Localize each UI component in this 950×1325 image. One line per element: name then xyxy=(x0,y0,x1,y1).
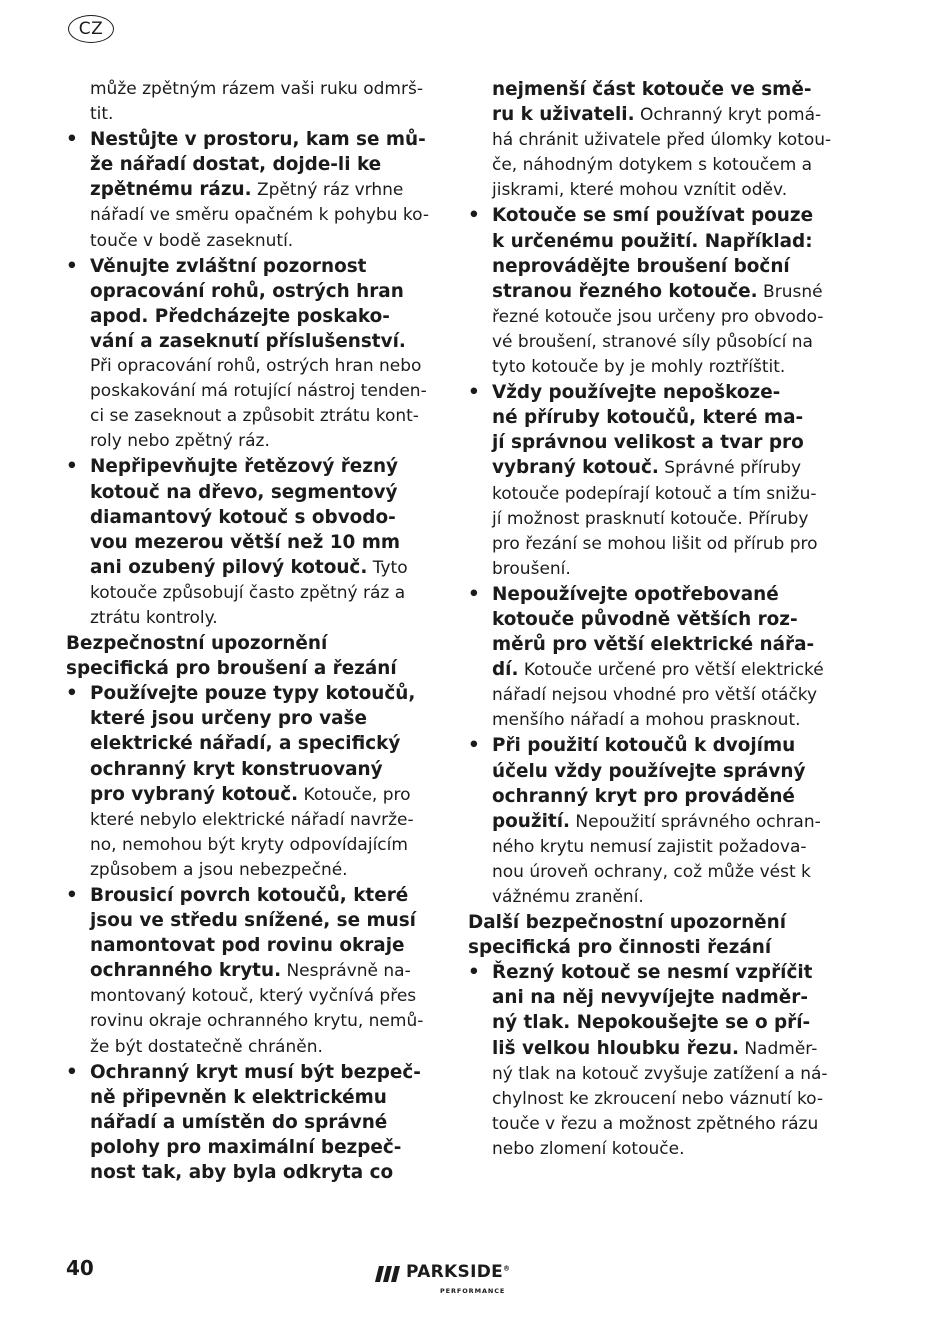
line-text: ci se zaseknout a způsobit ztrátu kont- xyxy=(90,406,419,427)
text-line xyxy=(468,759,830,784)
text-line xyxy=(468,532,830,557)
line-bold-text: ně připevněn k elektrickému xyxy=(90,1086,387,1108)
brand-slashes-icon xyxy=(374,1264,404,1284)
line-bold-text: ochranný kryt pro prováděné xyxy=(492,785,795,807)
text-line xyxy=(468,455,830,481)
line-text: nářadí nejsou vhodné pro větší otáčky xyxy=(492,685,818,706)
text-line xyxy=(66,555,428,581)
text-line xyxy=(66,606,428,631)
text-line xyxy=(66,833,428,858)
text-line xyxy=(468,128,830,153)
line-normal-text: Kotouče určené pro větší elektrické xyxy=(518,660,824,681)
line-text: kotouče způsobují často zpětný ráz a xyxy=(90,582,406,603)
text-line xyxy=(66,858,428,883)
line-bold-text: že nářadí dostat, dojde-li ke xyxy=(90,154,382,176)
line-text: vážnému zranění. xyxy=(492,887,644,907)
section-heading-line xyxy=(66,656,428,681)
line-text: roly nebo zpětný ráz. xyxy=(90,431,270,452)
page-number: 40 xyxy=(66,1256,94,1280)
text-line xyxy=(468,1062,830,1087)
text-line xyxy=(66,1135,428,1160)
text-line xyxy=(66,933,428,958)
text-line xyxy=(468,885,830,910)
line-bold-text: Řezný kotouč se nesmí vzpříčit xyxy=(492,962,813,984)
line-text: Při opracování rohů, ostrých hran nebo xyxy=(90,356,422,377)
line-bold-text: které jsou určeny pro vaše xyxy=(90,708,367,730)
text-line xyxy=(66,505,428,530)
text-line xyxy=(468,102,830,128)
line-bold-text: měrů pro větší elektrické nářa- xyxy=(492,634,815,656)
line-bold-text: nejmenší část kotouče ve smě- xyxy=(492,79,812,100)
line-bold-text: opracování rohů, ostrých hran xyxy=(90,280,404,302)
line-text: há chránit uživatele před úlomky kotou- xyxy=(492,130,832,151)
text-line xyxy=(66,480,428,505)
text-line xyxy=(468,305,830,330)
line-bold-text: vání a zaseknutí příslušenství. xyxy=(90,330,406,352)
line-bold-text: neprovádějte broušení boční xyxy=(492,255,790,277)
bullet-icon: • xyxy=(66,683,78,705)
text-line xyxy=(66,908,428,933)
text-line xyxy=(468,77,830,102)
line-bold-text: ani na něj nevyvíjejte nadměr- xyxy=(492,987,808,1009)
bullet-icon: • xyxy=(66,129,78,151)
text-line xyxy=(66,782,428,808)
language-badge xyxy=(68,15,114,43)
line-bold-text: stranou řezného kotouče. xyxy=(492,280,758,302)
line-text: chylnost ke zkroucení nebo váznutí ko- xyxy=(492,1088,824,1109)
line-normal-text: Zpětný ráz vrhne xyxy=(251,180,404,201)
text-line xyxy=(66,1035,428,1060)
bullet-icon: • xyxy=(468,735,480,757)
line-bold-text: ochranného krytu. xyxy=(90,960,282,982)
text-line xyxy=(66,1110,428,1135)
text-line xyxy=(468,708,830,733)
line-normal-text: Nepoužití správného ochran- xyxy=(569,811,821,832)
line-bold-text: nářadí a umístěn do správné xyxy=(90,1111,388,1133)
line-bold-text: Při použití kotoučů k dvojímu xyxy=(492,735,796,757)
text-line xyxy=(468,1137,830,1162)
text-line xyxy=(468,178,830,203)
text-line xyxy=(468,507,830,532)
line-bold-text: použití. xyxy=(492,810,570,832)
text-line xyxy=(468,784,830,809)
text-line xyxy=(468,1087,830,1112)
text-line xyxy=(468,1010,830,1035)
line-text: touče v bodě zaseknutí. xyxy=(90,230,294,251)
line-bold-text: ani ozubený pilový kotouč. xyxy=(90,556,368,578)
text-line xyxy=(66,1085,428,1110)
line-bold-text: Nepoužívejte opotřebované xyxy=(492,583,779,605)
bullet-item-first-line xyxy=(66,681,428,706)
line-bold-text: kotouče původně větších roz- xyxy=(492,608,798,630)
text-line xyxy=(468,632,830,657)
text-line xyxy=(468,1112,830,1137)
line-bold-text: dí. xyxy=(492,659,519,681)
line-bold-text: Vždy používejte nepoškoze- xyxy=(492,382,781,404)
right-column xyxy=(468,77,830,1162)
text-line xyxy=(66,731,428,756)
section-heading-line xyxy=(468,935,830,960)
line-bold-text: ru k uživateli. xyxy=(492,104,635,126)
text-line xyxy=(468,809,830,835)
line-text: které nebylo elektrické nářadí navrže- xyxy=(90,809,414,830)
line-bold-text: jí správnou velikost a tvar pro xyxy=(492,432,804,454)
line-text: rovinu okraje ochranného krytu, nemů- xyxy=(90,1011,424,1032)
brand-subtitle: PERFORMANCE xyxy=(440,1287,506,1295)
line-bold-text: ochranný kryt konstruovaný xyxy=(90,758,383,780)
text-line xyxy=(66,757,428,782)
bullet-icon: • xyxy=(66,1061,78,1083)
parkside-logo xyxy=(374,1262,524,1298)
text-line xyxy=(468,430,830,455)
text-line xyxy=(66,958,428,984)
text-line xyxy=(468,1036,830,1062)
text-line xyxy=(66,102,428,127)
text-line xyxy=(66,329,428,354)
text-line xyxy=(468,657,830,683)
text-line xyxy=(468,985,830,1010)
line-bold-text: né příruby kotoučů, které ma- xyxy=(492,407,804,429)
line-text: broušení. xyxy=(492,558,571,579)
line-bold-text: nost tak, aby byla odkryta co xyxy=(90,1162,394,1184)
line-text: kotouče podepírají kotouč a tím snižu- xyxy=(492,483,817,504)
line-text: že být dostatečně chráněn. xyxy=(90,1036,323,1057)
text-line xyxy=(468,355,830,380)
text-line xyxy=(66,429,428,454)
bullet-icon: • xyxy=(468,962,480,984)
line-text: jiskrami, které mohou vznítit oděv. xyxy=(492,180,788,201)
line-bold-text: jsou ve středu snížené, se musí xyxy=(90,910,416,932)
line-text: touče v řezu a možnost zpětného rázu xyxy=(492,1113,819,1134)
line-text: menšího nářadí a mohou prasknout. xyxy=(492,710,801,731)
line-normal-text: Ochranný kryt pomá- xyxy=(634,105,822,126)
text-line xyxy=(66,1009,428,1034)
line-bold-text: polohy pro maximální bezpeč- xyxy=(90,1136,402,1158)
line-bold-text: elektrické nářadí, a specifický xyxy=(90,733,401,755)
brand-name: PARKSIDE® xyxy=(406,1262,511,1282)
line-text: ný tlak na kotouč zvyšuje zatížení a ná- xyxy=(492,1063,828,1084)
text-line xyxy=(468,683,830,708)
line-text: může zpětným rázem vaši ruku odmrš- xyxy=(90,79,423,99)
text-line xyxy=(468,254,830,279)
line-text: pro řezání se mohou lišit od přírub pro xyxy=(492,533,818,554)
bullet-icon: • xyxy=(468,382,480,404)
text-line xyxy=(66,354,428,379)
line-normal-text: Nesprávně na- xyxy=(281,961,411,982)
line-normal-text: Nadměr- xyxy=(738,1038,818,1059)
language-code: CZ xyxy=(78,19,104,39)
line-bold-text: ný tlak. Nepokoušejte se o pří- xyxy=(492,1012,811,1034)
line-bold-text: specifická pro broušení a řezání xyxy=(66,658,397,680)
text-line xyxy=(66,203,428,228)
text-line xyxy=(468,405,830,430)
line-bold-text: Nepřipevňujte řetězový řezný xyxy=(90,456,399,478)
line-bold-text: Používejte pouze typy kotoučů, xyxy=(90,683,416,705)
bullet-item-first-line xyxy=(66,883,428,908)
text-line xyxy=(66,530,428,555)
text-line xyxy=(468,607,830,632)
text-line xyxy=(66,379,428,404)
line-text: nebo zlomení kotouče. xyxy=(492,1138,685,1159)
line-bold-text: vybraný kotouč. xyxy=(492,457,659,479)
text-line xyxy=(468,229,830,254)
left-column xyxy=(66,77,428,1185)
text-line xyxy=(66,1160,428,1185)
line-text: poskakování má rotující nástroj tenden- xyxy=(90,381,427,402)
line-bold-text: k určenému použití. Například: xyxy=(492,230,813,252)
bullet-item-first-line xyxy=(468,582,830,607)
line-bold-text: Nestůjte v prostoru, kam se mů- xyxy=(90,129,426,151)
bullet-icon: • xyxy=(66,456,78,478)
text-line xyxy=(66,304,428,329)
text-line xyxy=(468,330,830,355)
text-line xyxy=(66,152,428,177)
line-bold-text: Bezpečnostní upozornění xyxy=(66,633,328,655)
line-bold-text: liš velkou hloubku řezu. xyxy=(492,1037,739,1059)
bullet-icon: • xyxy=(468,583,480,605)
bullet-item-first-line xyxy=(468,733,830,758)
text-line xyxy=(468,860,830,885)
bullet-item-first-line xyxy=(66,254,428,279)
bullet-icon: • xyxy=(66,885,78,906)
text-line xyxy=(66,177,428,203)
line-normal-text: Kotouče, pro xyxy=(298,784,411,805)
line-text: jí možnost prasknutí kotouče. Příruby xyxy=(492,508,809,529)
line-bold-text: Ochranný kryt musí být bezpeč- xyxy=(90,1061,421,1083)
line-bold-text: pro vybraný kotouč. xyxy=(90,783,299,805)
line-text: no, nemohou být kryty odpovídajícím xyxy=(90,834,408,855)
line-normal-text: Tyto xyxy=(367,557,408,578)
line-text: če, náhodným dotykem s kotoučem a xyxy=(492,155,813,176)
text-line xyxy=(468,557,830,582)
section-heading-line xyxy=(66,631,428,656)
line-normal-text: Správné příruby xyxy=(658,458,802,479)
line-bold-text: Věnujte zvláštní pozornost xyxy=(90,255,367,277)
line-text: vé broušení, stranové síly působící na xyxy=(492,331,813,352)
line-text: řezné kotouče jsou určeny pro obvodo- xyxy=(492,306,824,327)
line-text: nou úroveň ochrany, což může vést k xyxy=(492,861,811,882)
line-bold-text: Brousicí povrch kotoučů, které xyxy=(90,885,409,906)
text-line xyxy=(66,984,428,1009)
line-bold-text: kotouč na dřevo, segmentový xyxy=(90,481,398,503)
line-bold-text: namontovat pod rovinu okraje xyxy=(90,935,405,957)
line-bold-text: účelu vždy používejte správný xyxy=(492,760,806,782)
bullet-item-first-line xyxy=(468,380,830,405)
line-bold-text: zpětnému rázu. xyxy=(90,179,252,201)
line-normal-text: Brusné xyxy=(757,281,823,302)
bullet-icon: • xyxy=(468,205,480,227)
bullet-item-first-line xyxy=(66,127,428,152)
text-line xyxy=(66,229,428,254)
line-text: tyto kotouče by je mohly roztříštit. xyxy=(492,357,786,378)
line-bold-text: apod. Předcházejte poskako- xyxy=(90,305,390,327)
bullet-item-first-line xyxy=(468,203,830,228)
text-line xyxy=(66,279,428,304)
text-line xyxy=(468,153,830,178)
text-line xyxy=(66,77,428,102)
text-line xyxy=(66,404,428,429)
line-text: tit. xyxy=(90,104,114,125)
line-text: montovaný kotouč, který vyčnívá přes xyxy=(90,986,417,1007)
text-line xyxy=(468,835,830,860)
line-text: ného krytu nemusí zajistit požadova- xyxy=(492,836,807,857)
line-bold-text: specifická pro činnosti řezání xyxy=(468,937,772,959)
line-text: způsobem a jsou nebezpečné. xyxy=(90,859,348,880)
line-bold-text: vou mezerou větší než 10 mm xyxy=(90,531,401,553)
line-bold-text: diamantový kotouč s obvodo- xyxy=(90,506,396,528)
text-line xyxy=(66,808,428,833)
bullet-item-first-line xyxy=(66,1060,428,1085)
bullet-item-first-line xyxy=(66,454,428,479)
text-line xyxy=(468,482,830,507)
bullet-icon: • xyxy=(66,255,78,277)
section-heading-line xyxy=(468,910,830,935)
line-bold-text: Další bezpečnostní upozornění xyxy=(468,912,787,934)
line-bold-text: Kotouče se smí používat pouze xyxy=(492,205,814,227)
line-text: nářadí ve směru opačném k pohybu ko- xyxy=(90,205,429,226)
bullet-item-first-line xyxy=(468,960,830,985)
text-line xyxy=(468,279,830,305)
text-line xyxy=(66,706,428,731)
text-line xyxy=(66,581,428,606)
line-text: ztrátu kontroly. xyxy=(90,607,218,628)
